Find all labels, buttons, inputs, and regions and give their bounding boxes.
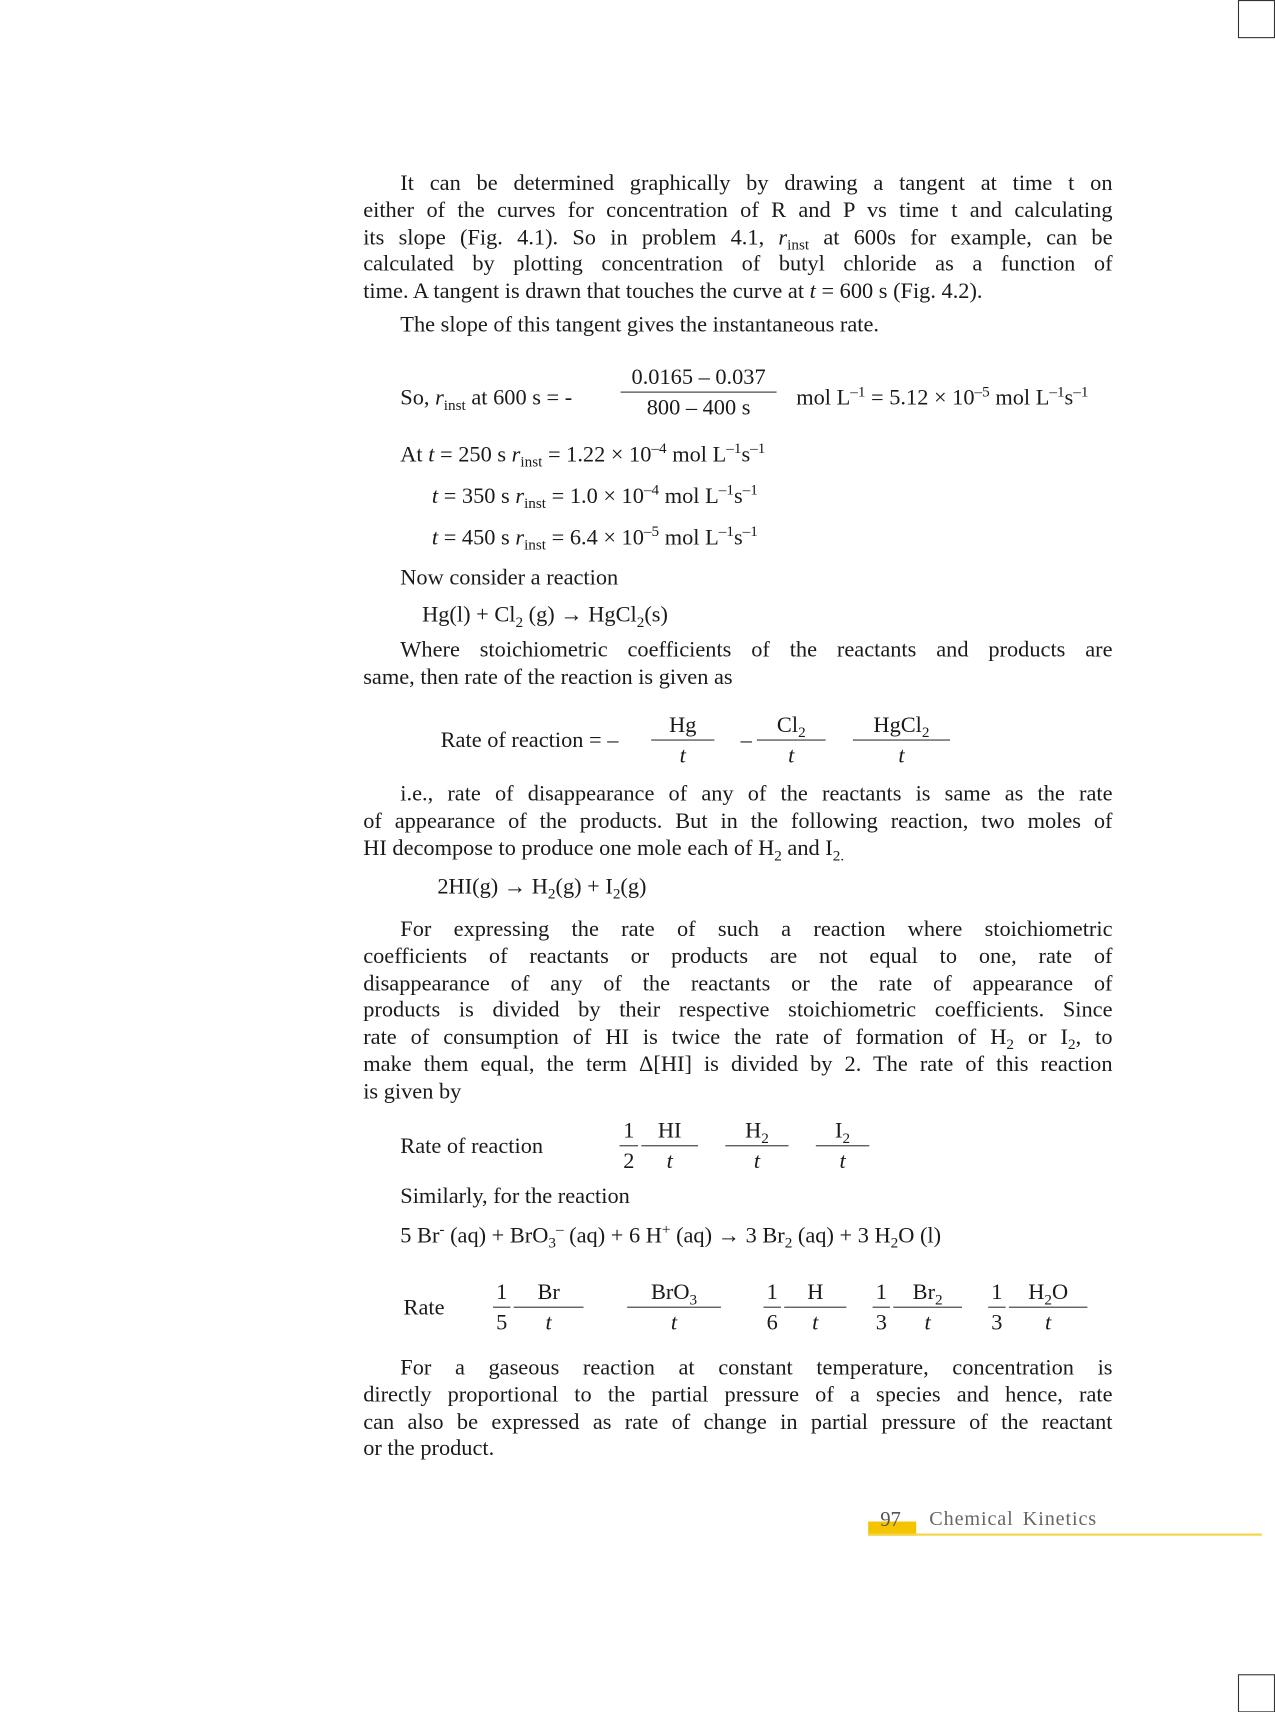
text-run: s bbox=[741, 442, 751, 467]
paragraph-tangent-method bbox=[363, 170, 1112, 305]
text-run: s bbox=[733, 525, 743, 550]
text-run: mol L bbox=[659, 484, 719, 509]
numerator bbox=[757, 711, 826, 740]
subscript: 2 bbox=[1006, 1037, 1014, 1054]
fraction-h2 bbox=[725, 1117, 788, 1177]
text-run: (g) + I bbox=[555, 874, 613, 899]
text-run: = 450 s bbox=[438, 525, 516, 550]
denominator bbox=[893, 1308, 962, 1339]
text-line bbox=[363, 312, 1112, 339]
rate-at-250s bbox=[400, 441, 766, 472]
text-run: t bbox=[666, 1149, 673, 1174]
fraction-hg bbox=[651, 711, 714, 771]
denominator bbox=[725, 1146, 788, 1177]
text-run: HgCl bbox=[873, 713, 922, 738]
subscript: 2 bbox=[1044, 1292, 1052, 1309]
coefficient-1-6 bbox=[763, 1278, 780, 1338]
text-run: r bbox=[515, 484, 525, 509]
subscript: inst bbox=[524, 496, 547, 513]
text-run: r bbox=[515, 525, 525, 550]
text-run: H bbox=[1028, 1280, 1045, 1305]
text-run: is given by bbox=[363, 1079, 462, 1104]
text-run: 6 bbox=[766, 1311, 778, 1336]
text-run: For expressing the rate of such a reaction where stoichiometric bbox=[400, 917, 1113, 942]
subscript: inst bbox=[520, 454, 543, 472]
numerator bbox=[988, 1278, 1005, 1307]
subscript: 2 bbox=[636, 615, 645, 632]
text-run: same, then rate of the reaction is given as bbox=[363, 665, 733, 690]
text-run: Br bbox=[912, 1280, 936, 1305]
text-line bbox=[363, 197, 1112, 224]
subscript: 2. bbox=[832, 847, 845, 865]
superscript: –1 bbox=[718, 523, 734, 541]
numerator bbox=[514, 1278, 584, 1307]
text-line bbox=[363, 916, 1112, 943]
text-run: For a gaseous reaction at constant temperature, concentration is bbox=[400, 1355, 1113, 1380]
numerator bbox=[763, 1278, 780, 1307]
text-run: t bbox=[788, 743, 795, 768]
text-run: either of the curves for concentration of R and P vs time t and calculating bbox=[363, 198, 1113, 223]
text-line bbox=[363, 637, 1112, 664]
subscript: 2 bbox=[761, 1130, 769, 1148]
text-run: 1 bbox=[875, 1280, 887, 1305]
page-number: 97 bbox=[880, 1508, 901, 1532]
numerator bbox=[893, 1278, 962, 1307]
text-run: products is divided by their respective stoichiometric coefficients. Since bbox=[363, 998, 1113, 1023]
text-run: 1 bbox=[623, 1119, 635, 1144]
text-run: HI decompose to produce one mole each of H bbox=[363, 836, 775, 861]
fraction-h2o bbox=[1009, 1278, 1088, 1338]
text-run: t bbox=[545, 1311, 552, 1336]
text-run: r bbox=[511, 442, 521, 467]
denominator bbox=[493, 1308, 510, 1339]
text-line bbox=[363, 781, 1112, 808]
denominator bbox=[621, 393, 777, 424]
text-run: Now consider a reaction bbox=[400, 566, 619, 591]
text-run: = 5.12 × 10 bbox=[865, 386, 975, 411]
denominator bbox=[757, 741, 826, 772]
text-run: r bbox=[435, 386, 444, 411]
text-run: 3 bbox=[875, 1311, 887, 1336]
text-run: can also be expressed as rate of change in partial pressure of the reactant bbox=[363, 1409, 1113, 1434]
fraction-hi bbox=[641, 1117, 698, 1177]
superscript: –5 bbox=[974, 384, 990, 401]
denominator bbox=[763, 1308, 780, 1339]
chapter-title: Chemical Kinetics bbox=[929, 1508, 1098, 1531]
text-line bbox=[363, 970, 1112, 997]
superscript: –5 bbox=[643, 523, 660, 541]
text-run: Where stoichiometric coefficients of the reactants and products are bbox=[400, 638, 1113, 663]
subscript: inst bbox=[443, 397, 466, 415]
denominator bbox=[627, 1308, 721, 1339]
rate3-label bbox=[404, 1295, 445, 1321]
fraction-h bbox=[784, 1278, 846, 1338]
subscript: 2 bbox=[890, 1235, 899, 1252]
text-run: Rate of reaction bbox=[400, 1134, 544, 1159]
superscript: –1 bbox=[1049, 384, 1065, 401]
coefficient-1-3 bbox=[873, 1278, 890, 1338]
numerator bbox=[651, 711, 714, 740]
superscript: –1 bbox=[850, 384, 866, 401]
text-run: 1 bbox=[496, 1280, 508, 1305]
superscript: - bbox=[439, 1221, 445, 1239]
text-run: (aq) → 3 Br bbox=[670, 1223, 785, 1248]
text-run: t bbox=[428, 442, 435, 467]
similarly-text bbox=[400, 1183, 630, 1209]
coefficient-1-3 bbox=[988, 1278, 1005, 1338]
denominator bbox=[988, 1308, 1005, 1339]
text-run: Rate of reaction = – bbox=[440, 728, 619, 753]
text-run: t bbox=[431, 484, 439, 509]
paragraph-stoichiometric bbox=[363, 637, 1112, 691]
text-run: (s) bbox=[644, 603, 668, 628]
text-run: Rate bbox=[403, 1295, 445, 1320]
text-run: Hg bbox=[669, 713, 697, 738]
text-run: 5 Br bbox=[400, 1223, 440, 1248]
text-run: The slope of this tangent gives the instantaneous rate. bbox=[400, 313, 880, 338]
text-run: of appearance of the products. But in the following reaction, two moles of bbox=[363, 809, 1113, 834]
text-run: 1 bbox=[766, 1280, 778, 1305]
text-line bbox=[363, 997, 1112, 1024]
text-run: and I bbox=[781, 836, 833, 861]
superscript: –1 bbox=[742, 482, 758, 499]
subscript: 2 bbox=[774, 847, 782, 865]
text-run: t bbox=[670, 1311, 678, 1336]
text-line bbox=[363, 1078, 1112, 1105]
text-run: I bbox=[835, 1119, 843, 1144]
text-run: H bbox=[745, 1119, 762, 1144]
footer-rule bbox=[868, 1534, 1262, 1536]
text-run: At bbox=[400, 442, 429, 467]
text-line bbox=[363, 943, 1112, 970]
text-run: 1 bbox=[991, 1280, 1003, 1305]
text-run: mol L bbox=[989, 386, 1050, 411]
rate-at-350s bbox=[431, 482, 758, 513]
hi-reaction-equation bbox=[437, 874, 647, 903]
rate1-label bbox=[441, 727, 619, 753]
text-run: t bbox=[1045, 1311, 1052, 1336]
numerator bbox=[853, 711, 950, 740]
denominator bbox=[853, 741, 950, 772]
text-run: 5 bbox=[496, 1311, 508, 1336]
numerator bbox=[873, 1278, 890, 1307]
text-run: O bbox=[1051, 1280, 1069, 1305]
numerator bbox=[816, 1117, 869, 1146]
text-run: H bbox=[807, 1280, 824, 1305]
text-run: Br bbox=[537, 1280, 560, 1305]
br-reaction-equation bbox=[400, 1221, 942, 1252]
text-run: (aq) + 3 H bbox=[792, 1223, 891, 1248]
text-line bbox=[363, 1436, 1112, 1463]
text-run: or I bbox=[1013, 1025, 1068, 1050]
denominator bbox=[873, 1308, 890, 1339]
rate2-label bbox=[400, 1133, 543, 1159]
denominator bbox=[641, 1146, 698, 1177]
denominator bbox=[816, 1146, 869, 1177]
text-line bbox=[363, 808, 1112, 835]
text-run: coefficients of reactants or products are not equal to one, rate of bbox=[363, 944, 1113, 969]
rate-at-450s bbox=[431, 523, 758, 554]
text-run: It can be determined graphically by drawing a tangent at time t on bbox=[400, 171, 1113, 196]
text-run: mol L bbox=[666, 442, 727, 467]
text-run: mol L bbox=[659, 525, 719, 550]
text-run: BrO bbox=[650, 1280, 690, 1305]
text-line bbox=[363, 278, 1112, 305]
text-run: directly proportional to the partial pressure of a species and hence, rate bbox=[363, 1382, 1113, 1407]
text-run: = 250 s bbox=[434, 442, 512, 467]
text-run: disappearance of any of the reactants or the rate of appearance of bbox=[363, 971, 1113, 996]
text-line bbox=[363, 224, 1113, 254]
text-line bbox=[363, 1382, 1112, 1409]
text-run: (aq) + 6 H bbox=[563, 1223, 662, 1248]
text-run: = 350 s bbox=[438, 484, 516, 509]
denominator bbox=[784, 1308, 846, 1339]
superscript: – bbox=[555, 1221, 564, 1239]
eq1-result bbox=[796, 385, 1088, 411]
text-line bbox=[363, 835, 1112, 865]
subscript: 2 bbox=[935, 1292, 943, 1309]
numerator bbox=[784, 1278, 846, 1307]
text-run: t bbox=[898, 743, 905, 768]
text-line bbox=[363, 664, 1112, 691]
text-run: at 600s for example, can be bbox=[809, 225, 1113, 250]
text-run: make them equal, the term Δ[HI] is divided by 2. The rate of this reaction bbox=[363, 1052, 1113, 1077]
subscript: 3 bbox=[689, 1292, 698, 1309]
superscript: –1 bbox=[726, 441, 742, 458]
text-run: (aq) + BrO bbox=[444, 1223, 549, 1248]
text-run: 0.0165 – 0.037 bbox=[631, 365, 766, 390]
subscript: inst bbox=[524, 537, 547, 554]
subscript: inst bbox=[787, 237, 810, 254]
text-run: time. A tangent is drawn that touches the curve at bbox=[363, 279, 810, 304]
numerator bbox=[493, 1278, 510, 1307]
paragraph-slope bbox=[363, 312, 1112, 339]
superscript: –1 bbox=[718, 482, 734, 499]
text-run: mol L bbox=[796, 386, 851, 411]
superscript: –1 bbox=[750, 441, 766, 458]
text-run: 3 bbox=[991, 1311, 1003, 1336]
text-line bbox=[363, 1355, 1112, 1382]
superscript: –1 bbox=[1073, 384, 1089, 401]
text-run: = 1.22 × 10 bbox=[542, 442, 652, 467]
text-run: t bbox=[753, 1149, 761, 1174]
text-run: calculated by plotting concentration of butyl chloride as a function of bbox=[363, 252, 1113, 277]
subscript: 2 bbox=[612, 886, 621, 903]
eq1-fraction bbox=[621, 363, 777, 423]
hg-reaction-equation bbox=[422, 602, 668, 632]
minus-sign bbox=[741, 727, 752, 753]
text-run: its slope (Fig. 4.1). So in problem 4.1, bbox=[363, 225, 779, 250]
text-run: 2 bbox=[623, 1149, 635, 1174]
text-run: t bbox=[679, 743, 686, 768]
text-run: (g) bbox=[620, 874, 647, 899]
subscript: 2 bbox=[842, 1130, 851, 1148]
text-line bbox=[363, 251, 1112, 278]
text-run: rate of consumption of HI is twice the rate of formation of H bbox=[363, 1025, 1007, 1050]
text-run: or the product. bbox=[363, 1436, 495, 1461]
text-run: t bbox=[431, 525, 439, 550]
subscript: 3 bbox=[548, 1235, 556, 1252]
text-run: s bbox=[1064, 386, 1074, 411]
text-run: Hg(l) + Cl bbox=[422, 603, 516, 628]
numerator bbox=[1009, 1278, 1088, 1307]
denominator bbox=[651, 741, 714, 772]
coefficient-1-5 bbox=[493, 1278, 510, 1338]
fraction-half bbox=[620, 1117, 639, 1177]
subscript: 2 bbox=[921, 725, 930, 742]
text-run: t bbox=[924, 1311, 931, 1336]
numerator bbox=[627, 1278, 721, 1307]
text-run: r bbox=[778, 225, 788, 250]
text-run: , to bbox=[1075, 1025, 1113, 1050]
text-run: = 6.4 × 10 bbox=[546, 525, 644, 550]
fraction-br bbox=[514, 1278, 584, 1338]
superscript: + bbox=[661, 1221, 671, 1239]
fraction-br2 bbox=[893, 1278, 962, 1338]
text-line bbox=[363, 170, 1112, 197]
fraction-i2 bbox=[816, 1117, 869, 1177]
text-run: t bbox=[839, 1149, 846, 1174]
text-run: 800 – 400 s bbox=[646, 395, 751, 420]
denominator bbox=[1009, 1308, 1088, 1339]
text-run: HI bbox=[657, 1119, 682, 1144]
subscript: 2 bbox=[547, 886, 556, 903]
numerator bbox=[621, 363, 777, 392]
text-line bbox=[363, 1024, 1113, 1054]
numerator bbox=[620, 1117, 639, 1146]
text-run: = 600 s (Fig. 4.2). bbox=[815, 279, 983, 304]
text-run: O (l) bbox=[898, 1223, 942, 1248]
paragraph-disappearance bbox=[363, 781, 1113, 865]
text-run: Cl bbox=[776, 713, 799, 738]
text-run: = 1.0 × 10 bbox=[546, 484, 644, 509]
text-run: t bbox=[812, 1311, 819, 1336]
denominator bbox=[620, 1146, 639, 1177]
superscript: –1 bbox=[742, 523, 758, 541]
fraction-cl2 bbox=[757, 711, 826, 771]
text-run: 2HI(g) → H bbox=[437, 874, 548, 899]
subscript: 2 bbox=[515, 615, 524, 632]
crop-mark-bottom bbox=[1238, 1674, 1275, 1712]
eq1-label bbox=[400, 385, 573, 415]
subscript: 2 bbox=[1067, 1037, 1076, 1054]
denominator bbox=[514, 1308, 584, 1339]
text-run: t bbox=[809, 279, 816, 304]
text-run: (g) → HgCl bbox=[523, 603, 637, 628]
text-run: So, bbox=[400, 386, 436, 411]
crop-mark-top bbox=[1238, 0, 1275, 38]
text-run: – bbox=[740, 728, 752, 753]
subscript: 2 bbox=[784, 1235, 793, 1252]
now-consider-text bbox=[400, 565, 618, 591]
text-run: at 600 s = - bbox=[465, 386, 573, 411]
paragraph-gaseous-reaction bbox=[363, 1355, 1112, 1463]
text-line bbox=[363, 1051, 1112, 1078]
superscript: –4 bbox=[643, 482, 660, 499]
subscript: 2 bbox=[798, 725, 806, 742]
superscript: –4 bbox=[651, 441, 667, 458]
text-run: s bbox=[733, 484, 743, 509]
text-run: i.e., rate of disappearance of any of the reactants is same as the rate bbox=[400, 782, 1113, 807]
numerator bbox=[725, 1117, 788, 1146]
paragraph-expressing-rate bbox=[363, 916, 1112, 1105]
text-run: Similarly, for the reaction bbox=[400, 1184, 630, 1209]
text-line bbox=[363, 1409, 1112, 1436]
fraction-hgcl2 bbox=[853, 711, 950, 771]
fraction-bro3 bbox=[627, 1278, 721, 1338]
numerator bbox=[641, 1117, 698, 1146]
